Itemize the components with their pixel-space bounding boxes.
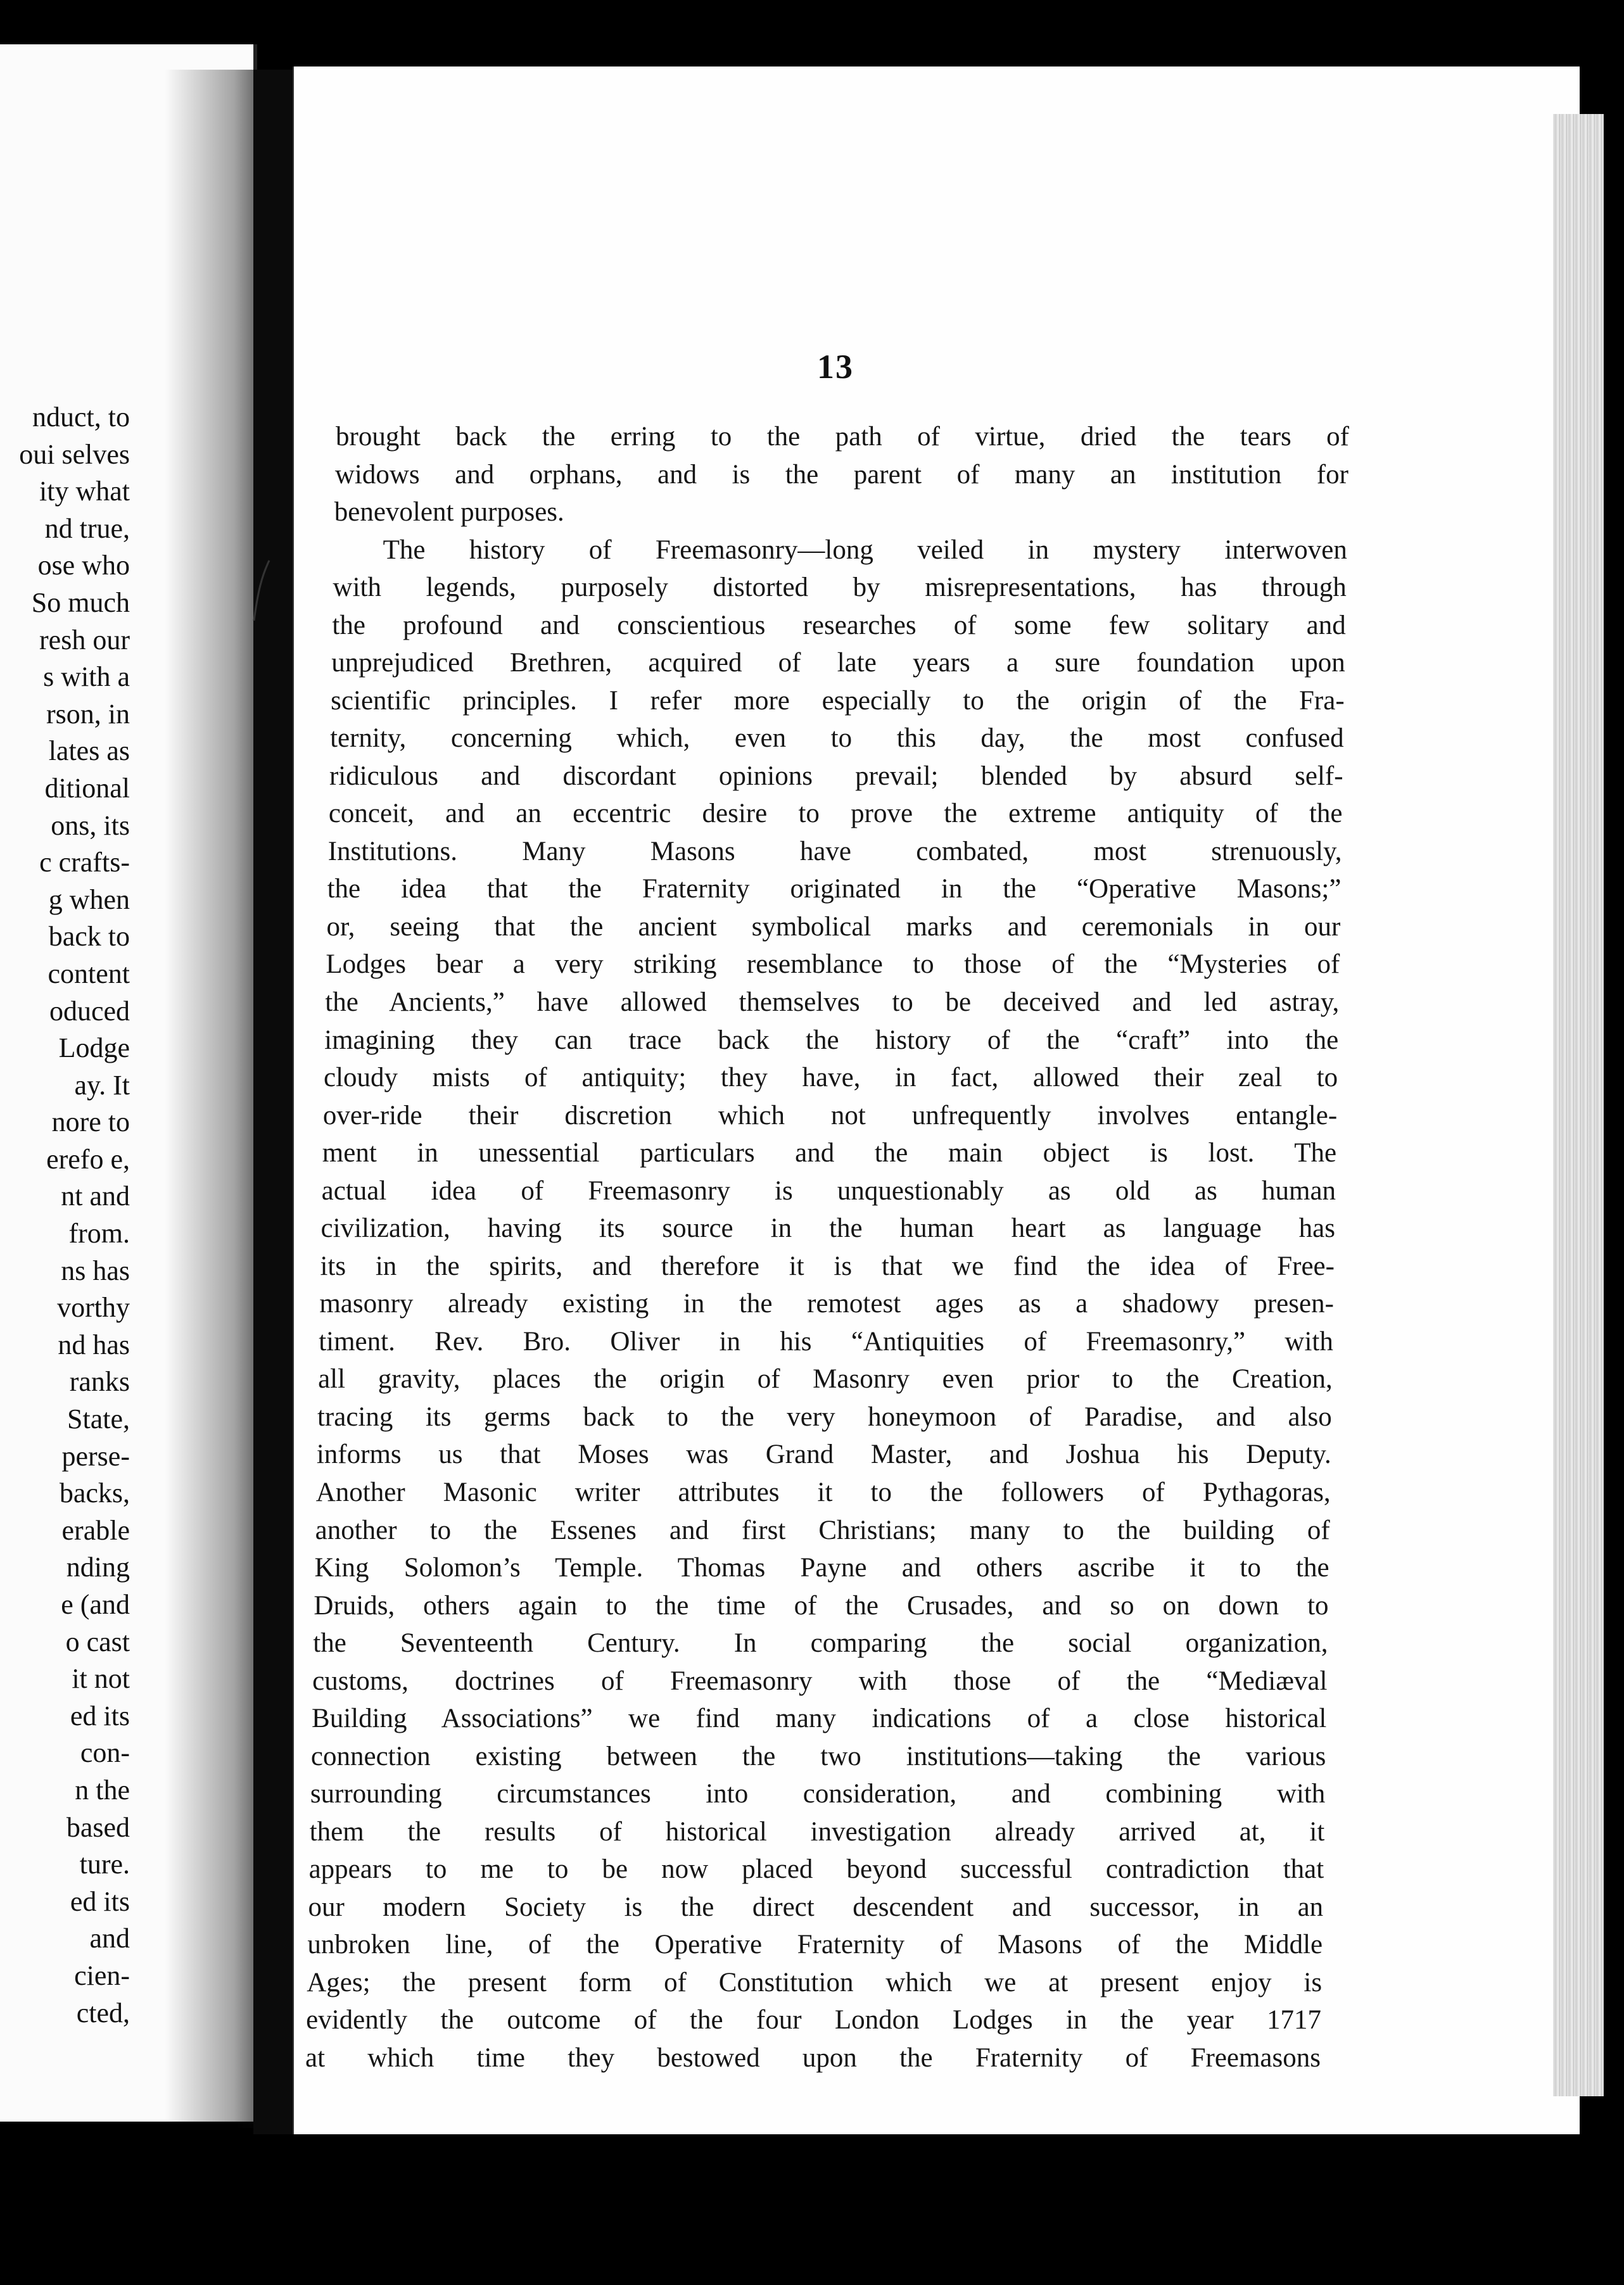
body-text-line: Lodges bear a very striking resemblance to those of the “Mysteries of [326,949,1340,980]
body-text-line: Another Masonic writer attributes it to the followers of Pythagoras, [315,1477,1331,1507]
body-text-line: at which time they bestowed upon the Fraternity of Freemasons [305,2043,1321,2073]
body-text-line: the idea that the Fraternity originated in the “Operative Masons;” [327,874,1342,904]
left-page-line: g when [48,883,130,915]
page-number: 13 [817,348,854,386]
book-spine [253,70,298,2134]
left-page-line: nding [66,1552,130,1583]
body-text-line: informs us that Moses was Grand Master, and Joshua his Deputy. [316,1440,1331,1470]
left-page-line: it not [72,1663,130,1695]
body-text-line: cloudy mists of antiquity; they have, in fact, allowed their zeal to [324,1063,1338,1093]
left-page-line: ity what [39,476,130,507]
left-page-line: So much [31,586,130,618]
body-text-line: tracing its germs back to the very honeymoon of Paradise, and also [317,1402,1332,1432]
body-text-line: brought back the erring to the path of virtue, dried the tears of [336,422,1349,452]
left-page-line: cted, [76,1997,130,2029]
body-text-line: The history of Freemasonry—long veiled in mystery interwoven [383,535,1347,565]
body-text-line: ridiculous and discordant opinions prevail; blended by absurd self- [329,761,1343,791]
body-text-line: scientific principles. I refer more especially to the origin of the Fra- [331,685,1345,716]
left-page-line: and [89,1923,130,1954]
body-text-line: Building Associations” we find many indications of a close historical [312,1704,1327,1734]
left-page-line: ose who [37,550,130,581]
left-page-line: nd true, [44,512,130,544]
body-text-line: conceit, and an eccentric desire to prove the extreme antiquity of the [328,799,1343,829]
left-page-line: con- [80,1737,130,1769]
body-text-line: ment in unessential particulars and the main object is lost. The [322,1138,1337,1168]
body-text-line: all gravity, places the origin of Masonry even prior to the Creation, [318,1364,1333,1395]
left-page-line: rson, in [46,698,130,730]
page-edge-stack [1553,114,1604,2096]
body-text-line: timent. Rev. Bro. Oliver in his “Antiquities of Freemasonry,” with [319,1326,1333,1357]
left-page-line: based [66,1811,130,1843]
right-page [293,66,1580,2134]
body-text-line: surrounding circumstances into consideration, and combining with [310,1779,1326,1809]
body-text-line: ternity, concerning which, even to this day, the most confused [330,723,1344,754]
left-page-line: from. [68,1218,130,1250]
left-page-line: erable [61,1514,130,1546]
left-page-line: cien- [74,1959,130,1991]
left-page-line: content [48,958,130,989]
body-text-line: the Ancients,” have allowed themselves to be deceived and led astray, [325,987,1340,1018]
body-text-line: the profound and conscientious researches of some few solitary and [332,610,1346,640]
left-page-line: nd has [58,1329,130,1360]
body-text-line: our modern Society is the direct descendent and successor, in an [308,1892,1324,1922]
left-page-line: lates as [48,735,130,767]
body-text-line: civilization, having its source in the human heart as language has [320,1213,1335,1244]
body-text-line: connection existing between the two institutions—taking the various [310,1741,1326,1771]
left-page-line: State, [67,1403,130,1435]
left-page-text [0,399,130,2032]
left-page-line: o cast [65,1626,130,1657]
left-page-line: ture. [79,1849,130,1880]
body-text-line: unbroken line, of the Operative Fraternity of Masons of the Middle [307,1930,1323,1960]
left-page-line: oduced [49,995,130,1027]
body-text-line: over-ride their discretion which not unfrequently involves entangle- [322,1100,1338,1130]
body-text-line: widows and orphans, and is the parent of many an institution for [334,459,1348,490]
left-page-line: vorthy [57,1292,130,1324]
left-page-line: ns has [61,1255,130,1286]
left-page-line: ay. It [74,1069,130,1101]
left-page-line: s with a [43,661,130,693]
body-text-line: benevolent purposes. [334,497,564,528]
left-page-line: ons, its [51,809,130,841]
left-page-line: nduct, to [32,402,130,433]
body-text-line: King Solomon’s Temple. Thomas Payne and others ascribe it to the [314,1553,1329,1583]
body-text-line: them the results of historical investigation already arrived at, it [309,1816,1325,1847]
left-page-line: backs, [59,1478,130,1509]
body-text-line: actual idea of Freemasonry is unquestionably as old as human [321,1175,1336,1206]
left-page-line: oui selves [19,438,130,470]
left-page-line: e (and [61,1589,130,1620]
body-text-line: unprejudiced Brethren, acquired of late years a sure foundation upon [331,648,1345,678]
body-text-line: the Seventeenth Century. In comparing the social organization, [313,1628,1328,1659]
body-text-line: masonry already existing in the remotest ages as a shadowy presen- [319,1289,1334,1319]
left-page-line: perse- [61,1440,130,1472]
left-page-line: resh our [39,624,130,655]
body-text-line: another to the Essenes and first Christians; many to the building of [315,1515,1330,1545]
left-page-line: ed its [70,1885,130,1917]
body-text-line: appears to me to be now placed beyond successful contradiction that [308,1854,1324,1885]
left-page-line: nore to [51,1106,130,1138]
body-text-line: with legends, purposely distorted by misrepresentations, has through [333,573,1347,603]
left-page-line: n the [75,1774,130,1806]
body-text-line: Institutions. Many Masons have combated, most strenuously, [327,836,1342,866]
left-page-line: Lodge [58,1032,130,1064]
left-page-line: erefo e, [46,1143,130,1175]
pencil-mark-icon [250,557,276,627]
left-page-line: c crafts- [39,847,130,878]
left-page-line: ed its [70,1700,130,1731]
left-page-line: back to [48,921,130,953]
body-text-line: customs, doctrines of Freemasonry with those of the “Mediæval [312,1666,1328,1696]
left-page-line: ditional [44,772,130,804]
body-text-line: imagining they can trace back the history of the “craft” into the [324,1025,1339,1055]
body-text-line: evidently the outcome of the four London Lodges in the year 1717 [306,2005,1322,2035]
left-page-line: ranks [69,1366,130,1398]
scan-border [0,0,1624,51]
body-text-line: Ages; the present form of Constitution which we at present enjoy is [307,1967,1323,1997]
body-text-line: Druids, others again to the time of the Crusades, and so on down to [314,1590,1329,1621]
body-text-line: or, seeing that the ancient symbolical marks and ceremonials in our [326,911,1341,942]
body-text-line: its in the spirits, and therefore it is that we find the idea of Free- [320,1251,1335,1281]
left-page-line: nt and [61,1180,130,1212]
